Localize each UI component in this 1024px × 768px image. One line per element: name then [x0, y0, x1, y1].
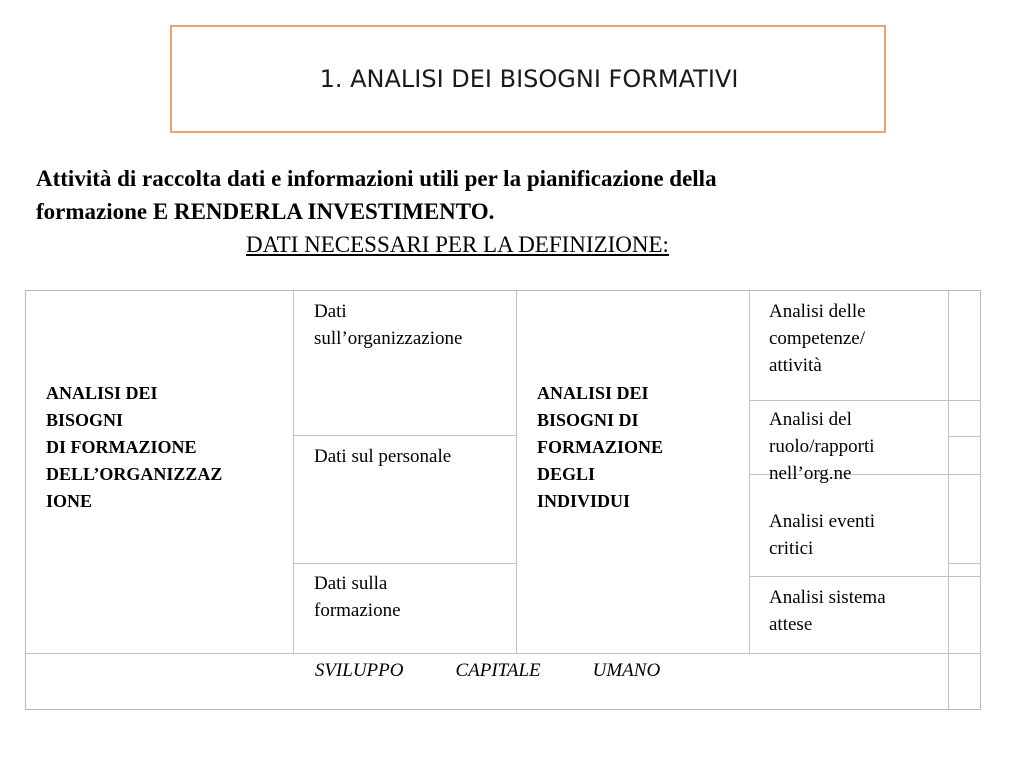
org-header-line: ANALISI DEI	[46, 383, 158, 403]
cell-line: competenze/	[769, 328, 866, 349]
org-header-line: DI FORMAZIONE	[46, 437, 197, 457]
cell-line: attività	[769, 355, 822, 376]
cell-line: sull’organizzazione	[314, 328, 463, 349]
cell-line: critici	[769, 538, 814, 559]
cell-line: Analisi eventi	[769, 511, 876, 532]
cell-line: attese	[769, 614, 813, 635]
ind-header-line: INDIVIDUI	[537, 491, 631, 511]
cell-line: Analisi sistema	[769, 587, 886, 608]
slide-title: 1. ANALISI DEI BISOGNI FORMATIVI	[319, 65, 739, 93]
individual-needs-header	[537, 380, 747, 515]
cell-line: Analisi delle	[769, 301, 866, 322]
individual-analysis-cell	[769, 508, 947, 562]
org-data-cell	[314, 443, 514, 470]
individual-analysis-cell	[769, 584, 947, 638]
ind-header-line: FORMAZIONE	[537, 437, 663, 457]
ind-header-line: BISOGNI DI	[537, 410, 639, 430]
cell-line: Dati sulla	[314, 573, 388, 594]
table-divider	[516, 290, 517, 653]
cell-line: nell’org.ne	[769, 463, 852, 484]
footer-word: CAPITALE	[455, 660, 541, 681]
ind-header-line: DEGLI	[537, 464, 596, 484]
individual-analysis-cell	[769, 298, 947, 379]
intro-line-1: Attività di raccolta dati e informazioni utili per la pianificazione della	[36, 166, 717, 191]
intro-line-2: formazione E RENDERLA INVESTIMENTO.	[36, 199, 495, 224]
table-divider	[25, 653, 981, 654]
table-divider	[293, 435, 516, 436]
table-divider	[749, 290, 750, 653]
table-divider	[948, 563, 981, 564]
table-divider	[293, 563, 516, 564]
cell-line: formazione	[314, 600, 401, 621]
cell-line: Dati	[314, 301, 347, 322]
cell-line: Analisi del	[769, 409, 852, 430]
intro-text	[36, 162, 936, 228]
title-box	[170, 25, 886, 133]
table-divider	[749, 576, 981, 577]
ind-header-line: ANALISI DEI	[537, 383, 649, 403]
table-divider	[749, 400, 981, 401]
org-needs-header	[46, 380, 286, 515]
footer-word: UMANO	[592, 660, 661, 681]
cell-line: ruolo/rapporti	[769, 436, 875, 457]
human-capital-footer	[0, 660, 975, 682]
cell-line: Dati sul personale	[314, 446, 452, 467]
org-header-line: DELL’ORGANIZZAZ	[46, 464, 223, 484]
section-subheading: DATI NECESSARI PER LA DEFINIZIONE:	[246, 232, 669, 257]
org-header-line: BISOGNI	[46, 410, 124, 430]
table-divider	[948, 436, 981, 437]
org-header-line: IONE	[46, 491, 93, 511]
table-divider	[293, 290, 294, 653]
table-divider	[948, 290, 949, 710]
org-data-cell	[314, 298, 514, 352]
footer-word: SVILUPPO	[314, 660, 404, 681]
individual-analysis-cell	[769, 406, 947, 487]
org-data-cell	[314, 570, 514, 624]
